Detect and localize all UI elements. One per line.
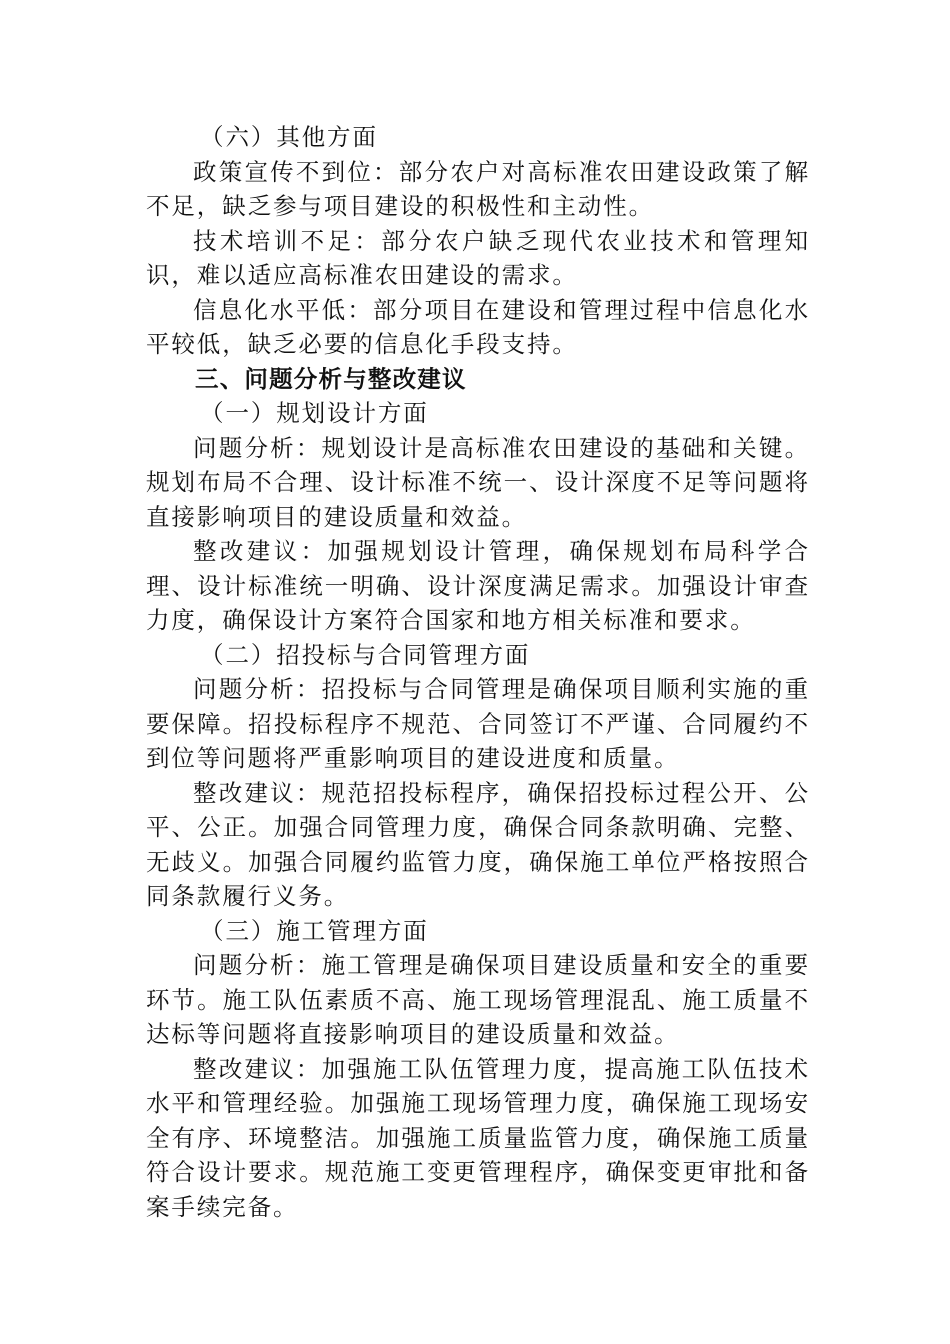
document-body [146,120,810,1224]
paragraph-bidding-analysis: 问题分析：招投标与合同管理是确保项目顺利实施的重要保障。招投标程序不规范、合同签订不严谨、合同履约不到位等问题将严重影响项目的建设进度和质量。 [146,675,810,772]
paragraph-bidding-advice: 整改建议：规范招投标程序，确保招投标过程公开、公平、公正。加强合同管理力度，确保合同条款明确、完整、无歧义。加强合同履约监管力度，确保施工单位严格按照合同条款履行义务。 [146,778,810,910]
section-heading-analysis: 三、问题分析与整改建议 [195,364,467,393]
sub-heading-planning-design: （一）规划设计方面 [200,399,429,427]
paragraph-technical-training: 技术培训不足：部分农户缺乏现代农业技术和管理知识，难以适应高标准农田建设的需求。 [146,226,810,289]
paragraph-planning-advice: 整改建议：加强规划设计管理，确保规划布局科学合理、设计标准统一明确、设计深度满足需求。加强设计审查力度，确保设计方案符合国家和地方相关标准和要求。 [146,537,810,634]
paragraph-informatization: 信息化水平低：部分项目在建设和管理过程中信息化水平较低，缺乏必要的信息化手段支持。 [146,295,810,358]
paragraph-policy-publicity: 政策宣传不到位：部分农户对高标准农田建设政策了解不足，缺乏参与项目建设的积极性和主动性。 [146,157,810,220]
sub-heading-bidding-contract: （二）招投标与合同管理方面 [200,640,531,669]
paragraph-construction-advice: 整改建议：加强施工队伍管理力度，提高施工队伍技术水平和管理经验。加强施工现场管理力度，确保施工现场安全有序、环境整洁。加强施工质量监管力度，确保施工质量符合设计要求。规范施工变更管理程序，确保变更审批和备案手续完备。 [146,1054,810,1221]
paragraph-construction-analysis: 问题分析：施工管理是确保项目建设质量和安全的重要环节。施工队伍素质不高、施工现场管理混乱、施工质量不达标等问题将直接影响项目的建设质量和效益。 [146,951,810,1048]
paragraph-planning-analysis: 问题分析：规划设计是高标准农田建设的基础和关键。规划布局不合理、设计标准不统一、设计深度不足等问题将直接影响项目的建设质量和效益。 [146,433,810,531]
sub-heading-construction: （三）施工管理方面 [200,916,429,945]
sub-heading-other-aspects: （六）其他方面 [200,123,378,151]
